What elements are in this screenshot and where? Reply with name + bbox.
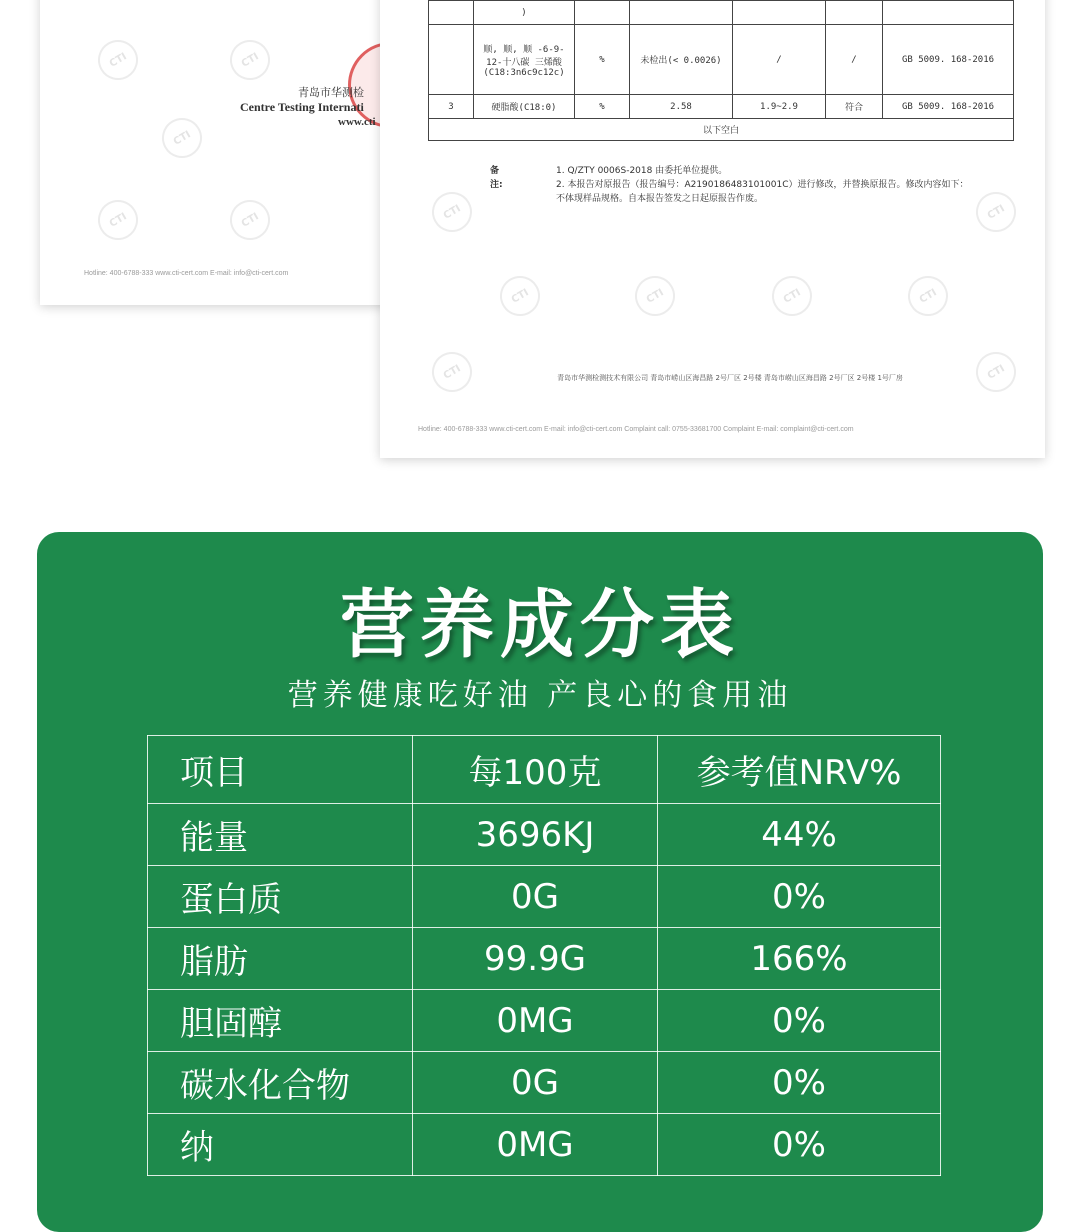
table-row: 蛋白质 0G 0% [148, 866, 941, 928]
table-row: 碳水化合物 0G 0% [148, 1052, 941, 1114]
watermark-icon: CTI [425, 345, 480, 400]
table-row: 顺, 顺, 顺 -6-9-12-十八碳 三烯酸 (C18:3n6c9c12c) % 未检出(< 0.0026) / / GB 5009. 168-2016 [429, 25, 1014, 95]
watermark-icon: CTI [493, 269, 548, 324]
table-row: 脂肪 99.9G 166% [148, 928, 941, 990]
column-header-per100g: 每100克 [413, 736, 658, 804]
column-header-nrv: 参考值NRV% [658, 736, 941, 804]
page-subtitle: 营养健康吃好油 产良心的食用油 [287, 678, 793, 713]
watermark-icon: CTI [425, 185, 480, 240]
right-report-sheet [380, 0, 1045, 458]
page-title: 营养成分表 [340, 582, 740, 668]
lab-address: 青岛市华测检测技术有限公司 青岛市崂山区海昌路 2号厂区 2号楼 青岛市崂山区海昌路 2号厂区 2号楼 1号厂房 [557, 374, 903, 382]
watermark-icon: CTI [91, 33, 146, 88]
note-item: 1. Q/ZTY 0006S-2018 由委托单位提供。 [556, 166, 728, 176]
test-results-table [428, 0, 1014, 141]
lab-url: www.cti [338, 116, 376, 128]
lab-name-en: Centre Testing Internati [240, 100, 364, 114]
note-item: 2. 本报告对原报告（报告编号：A2190186483101001C）进行修改，并替换原报告。修改内容如下：不体现样品规格。自本报告签发之日起原报告作废。 [556, 180, 969, 204]
watermark-icon: CTI [969, 185, 1024, 240]
watermark-icon: CTI [628, 269, 683, 324]
nutrition-table [147, 735, 941, 1176]
blank-below-label: 以下空白 [429, 119, 1014, 141]
watermark-icon: CTI [155, 111, 210, 166]
watermark-icon: CTI [91, 193, 146, 248]
watermark-icon: CTI [901, 269, 956, 324]
watermark-icon: CTI [223, 193, 278, 248]
table-row: 能量 3696KJ 44% [148, 804, 941, 866]
column-header-item: 项目 [148, 736, 413, 804]
table-header-row [148, 736, 941, 804]
watermark-icon: CTI [223, 33, 278, 88]
right-footer: Hotline: 400-6788-333 www.cti-cert.com E-mail: info@cti-cert.com Complaint call: 0755-33681700 Complaint E-mail: complaint@cti-cert.com [418, 426, 854, 433]
watermark-icon: CTI [969, 345, 1024, 400]
table-row: 纳 0MG 0% [148, 1114, 941, 1176]
certificate-scans [0, 0, 1080, 500]
table-row [429, 119, 1014, 141]
left-footer: Hotline: 400-6788-333 www.cti-cert.com E-mail: info@cti-cert.com [84, 270, 289, 277]
notes-label: 备注: [490, 166, 503, 190]
watermark-icon: CTI [765, 269, 820, 324]
table-row: 3 硬脂酸(C18:0) % 2.58 1.9~2.9 符合 GB 5009. 168-2016 [429, 95, 1014, 119]
lab-name-cn: 青岛市华测检 [298, 86, 364, 99]
left-certificate-sheet [40, 0, 390, 305]
table-row: 胆固醇 0MG 0% [148, 990, 941, 1052]
table-row: ) [429, 1, 1014, 25]
